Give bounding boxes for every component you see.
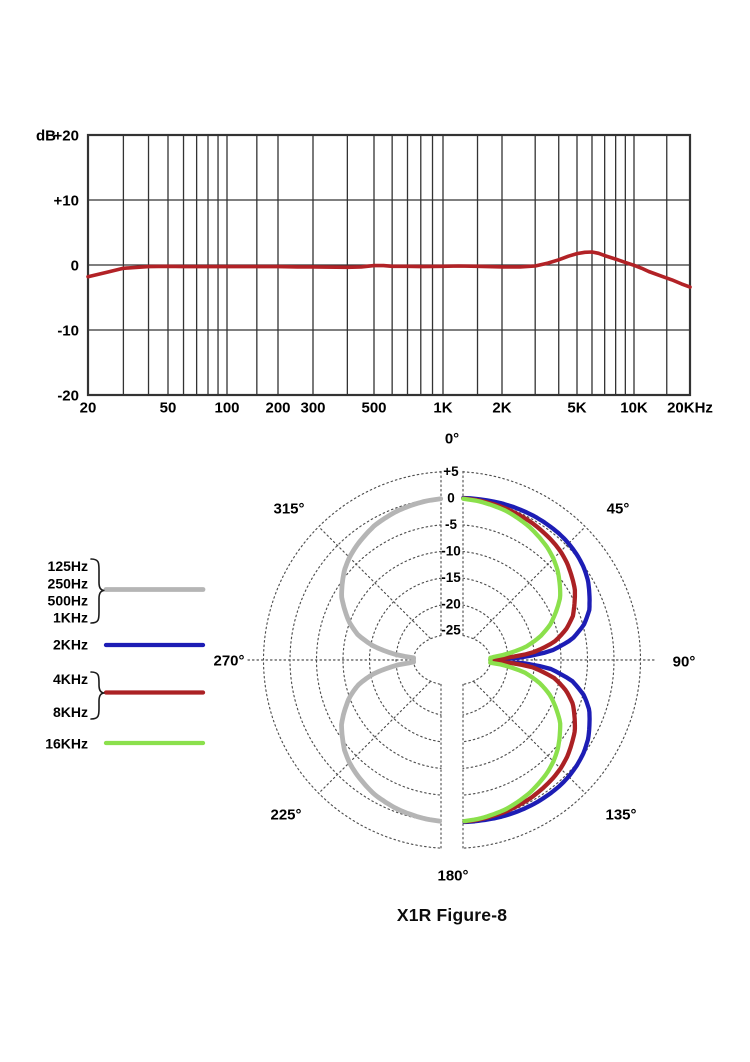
legend-label: 8KHz <box>52 703 88 720</box>
legend-label: 250Hz <box>47 575 88 592</box>
polar-spoke <box>319 527 430 638</box>
radial-tick-label: -5 <box>444 517 458 533</box>
angle-label: 135° <box>605 806 637 824</box>
radial-tick-label: 0 <box>447 490 455 506</box>
x-tick-label: 10K <box>620 399 648 417</box>
legend-label: 16KHz <box>45 735 88 752</box>
x-tick-label: 20 <box>79 399 97 417</box>
angle-label: 45° <box>606 500 630 518</box>
radial-tick-label: -20 <box>441 596 461 612</box>
polar-ring-inner <box>463 636 490 685</box>
y-axis-unit-label: dB <box>36 127 56 145</box>
legend-label: 125Hz <box>47 557 88 574</box>
x-tick-label: 5K <box>567 399 587 417</box>
polar-spoke <box>319 682 430 793</box>
legend-brace <box>91 559 105 623</box>
frequency-response-chart <box>0 0 750 430</box>
y-tick-label: -10 <box>57 322 79 340</box>
y-tick-label: +10 <box>53 192 79 210</box>
angle-label: 180° <box>437 867 469 885</box>
angle-label: 225° <box>270 806 302 824</box>
angle-label: 315° <box>273 500 305 518</box>
angle-label: 270° <box>213 652 245 670</box>
radial-tick-label: -25 <box>441 622 461 638</box>
frequency-response-curve <box>88 252 690 287</box>
x-tick-label: 200 <box>265 399 291 417</box>
x-tick-label: 20KHz <box>667 399 713 417</box>
polar-radial-labels <box>441 464 461 637</box>
x-tick-label: 100 <box>214 399 240 417</box>
legend-label: 500Hz <box>47 592 88 609</box>
x-tick-label: 500 <box>361 399 387 417</box>
radial-tick-label: -10 <box>441 543 461 559</box>
polar-ring-inner <box>414 636 441 685</box>
legend-label: 4KHz <box>52 670 88 687</box>
radial-tick-label: -15 <box>441 570 461 586</box>
y-tick-label: 0 <box>70 257 79 275</box>
chart-title: X1R Figure-8 <box>396 905 508 925</box>
x-tick-label: 1K <box>433 399 453 417</box>
x-axis-labels <box>80 399 713 416</box>
radial-tick-label: +5 <box>443 464 459 480</box>
legend-brace <box>91 672 105 719</box>
x-tick-label: 2K <box>492 399 512 417</box>
legend-label: 1KHz <box>52 609 88 626</box>
y-tick-label: +20 <box>53 127 79 145</box>
legend-label: 2KHz <box>52 636 88 653</box>
y-axis-labels <box>36 127 79 404</box>
polar-legend <box>45 558 203 752</box>
polar-pattern-chart <box>0 425 750 900</box>
y-tick-label: -20 <box>57 387 79 405</box>
x-tick-label: 50 <box>159 399 177 417</box>
angle-label: 0° <box>444 430 460 448</box>
x-tick-label: 300 <box>300 399 326 417</box>
angle-label: 90° <box>672 653 696 671</box>
